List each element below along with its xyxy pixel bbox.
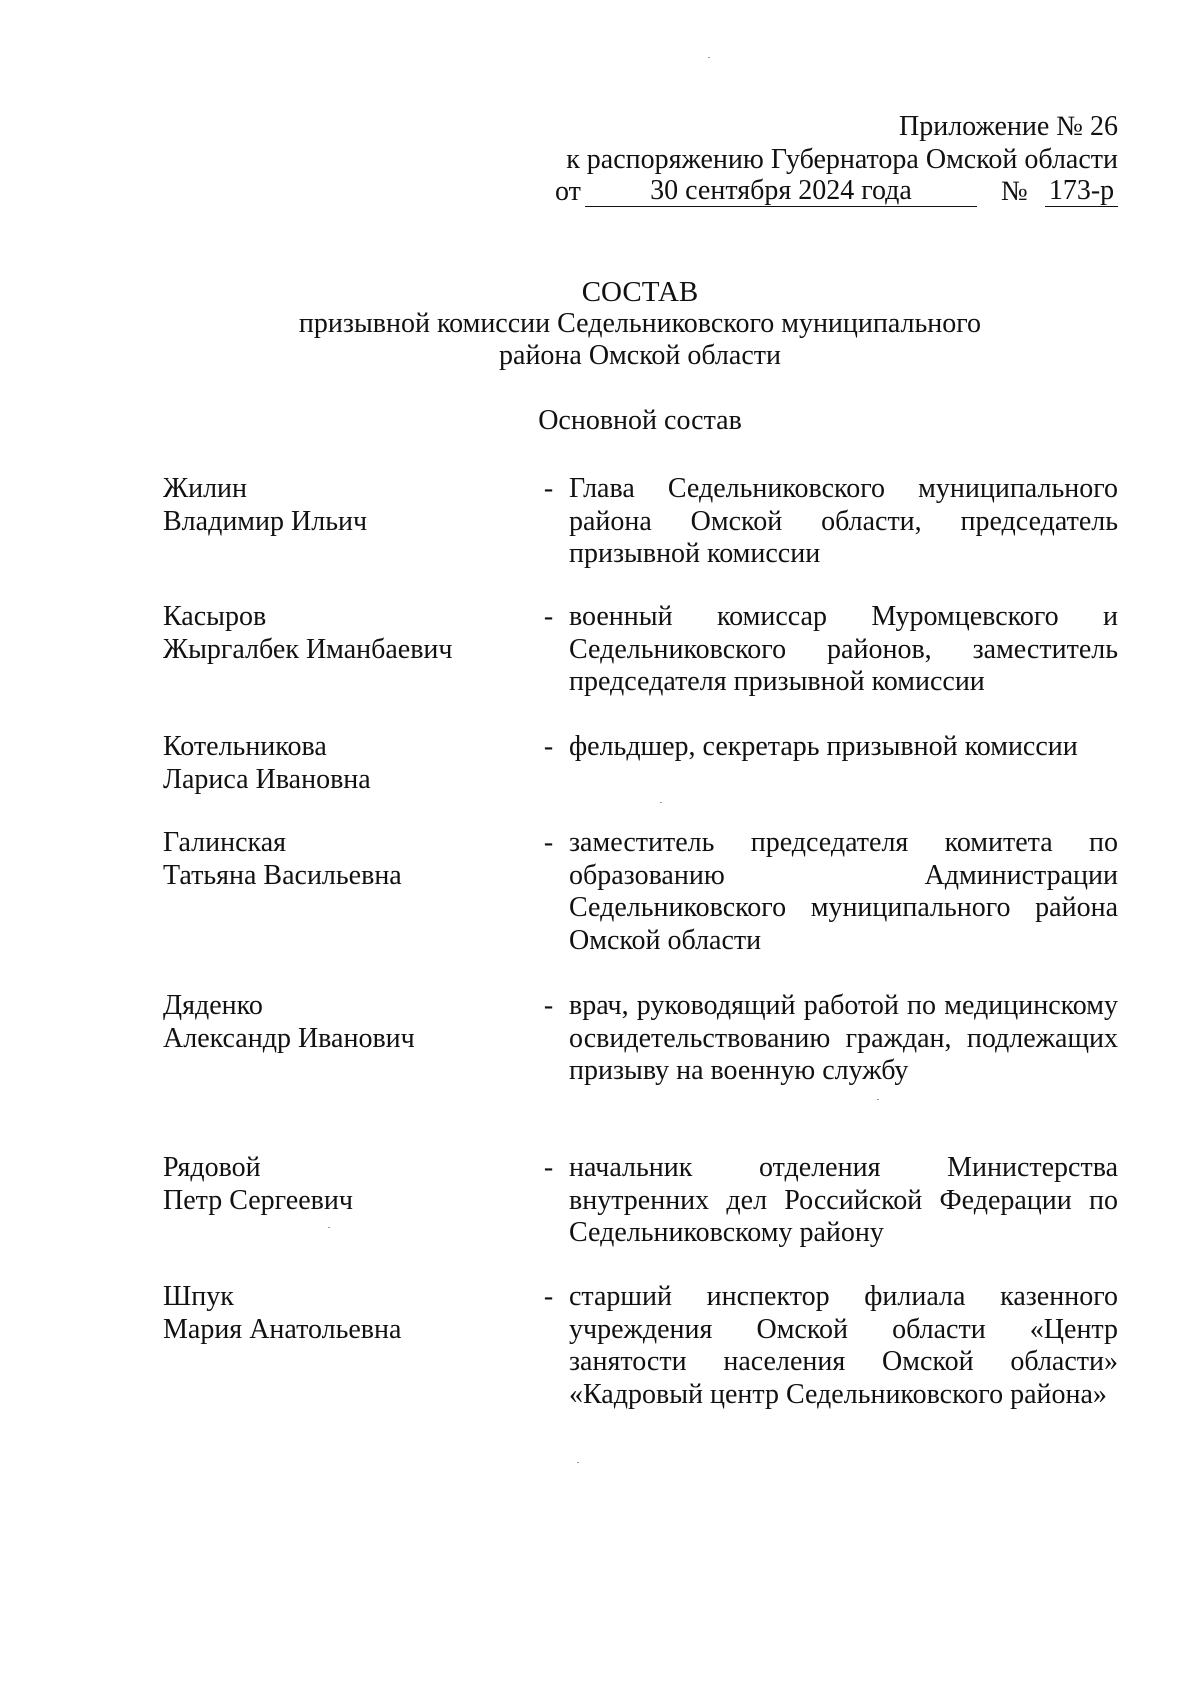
member-row [163, 731, 1118, 827]
scan-speck [660, 802, 662, 803]
member-role: врач, руководящий работой по медицинскому освидетельствованию граждан, подлежащих призыву на военную службу [569, 990, 1118, 1086]
member-surname: Касыров [163, 601, 267, 632]
member-dash: - [543, 990, 554, 1021]
scan-speck [328, 1227, 330, 1228]
member-given-name: Жыргалбек Иманбаевич [163, 633, 453, 665]
member-dash: - [543, 731, 554, 762]
order-reference: к распоряжению Губернатора Омской области [566, 144, 1118, 175]
appendix-number: Приложение № 26 [899, 111, 1118, 142]
member-name [163, 1152, 528, 1281]
number-label: № [1001, 176, 1028, 207]
member-given-name: Мария Анатольевна [163, 1313, 402, 1345]
member-dash: - [543, 827, 554, 858]
member-role: заместитель председателя комитета по образованию Администрации Седельниковского муниципального района Омской области [569, 827, 1118, 956]
member-dash: - [543, 1152, 554, 1183]
member-role: Глава Седельниковского муниципального района Омской области, председатель призывной комиссии [569, 473, 1118, 569]
section-heading: Основной состав [538, 405, 742, 436]
member-given-name: Александр Иванович [163, 1022, 415, 1054]
member-surname: Жилин [163, 473, 248, 504]
document-title-block [200, 276, 1080, 372]
member-row [163, 601, 1118, 731]
member-dash: - [543, 1281, 554, 1312]
member-role: начальник отделения Министерства внутренних дел Российской Федерации по Седельниковскому району [569, 1152, 1118, 1248]
scan-speck [577, 1462, 579, 1463]
member-name [163, 731, 528, 827]
member-row [163, 473, 1118, 601]
member-name [163, 827, 528, 990]
member-name [163, 990, 528, 1152]
from-label: от [555, 176, 581, 207]
member-dash: - [543, 473, 554, 504]
scan-speck [877, 1099, 879, 1100]
member-dash: - [543, 601, 554, 632]
order-number: 173-р [1045, 176, 1118, 207]
member-surname: Котельникова [163, 731, 327, 762]
member-given-name: Татьяна Васильевна [163, 859, 402, 891]
member-role: старший инспектор филиала казенного учреждения Омской области «Центр занятости населения Омской области» «Кадровый центр Седельниковского района» [569, 1281, 1118, 1410]
member-name [163, 601, 528, 731]
member-row [163, 1281, 1118, 1421]
member-given-name: Петр Сергеевич [163, 1184, 353, 1216]
member-given-name: Лариса Ивановна [163, 763, 371, 795]
member-row [163, 827, 1118, 990]
appendix-header [566, 110, 1118, 176]
member-role: фельдшер, секретарь призывной комиссии [569, 731, 1078, 762]
title-line-2: района Омской области [499, 340, 781, 371]
member-name [163, 1281, 528, 1421]
members-list [163, 473, 1118, 1421]
order-dateline [555, 176, 1118, 210]
order-date: 30 сентября 2024 года [585, 176, 977, 207]
member-surname: Дяденко [163, 990, 263, 1021]
member-surname: Рядовой [163, 1152, 261, 1183]
member-surname: Галинская [163, 827, 287, 858]
title-line-1: призывной комиссии Седельниковского муниципального [298, 308, 982, 339]
member-name [163, 473, 528, 601]
document-title: СОСТАВ [581, 276, 699, 308]
scan-speck [708, 57, 710, 58]
member-surname: Шпук [163, 1281, 234, 1312]
member-role: военный комиссар Муромцевского и Седельниковского районов, заместитель председателя призывной комиссии [569, 601, 1118, 697]
member-row [163, 990, 1118, 1152]
member-given-name: Владимир Ильич [163, 505, 368, 537]
member-row [163, 1152, 1118, 1281]
